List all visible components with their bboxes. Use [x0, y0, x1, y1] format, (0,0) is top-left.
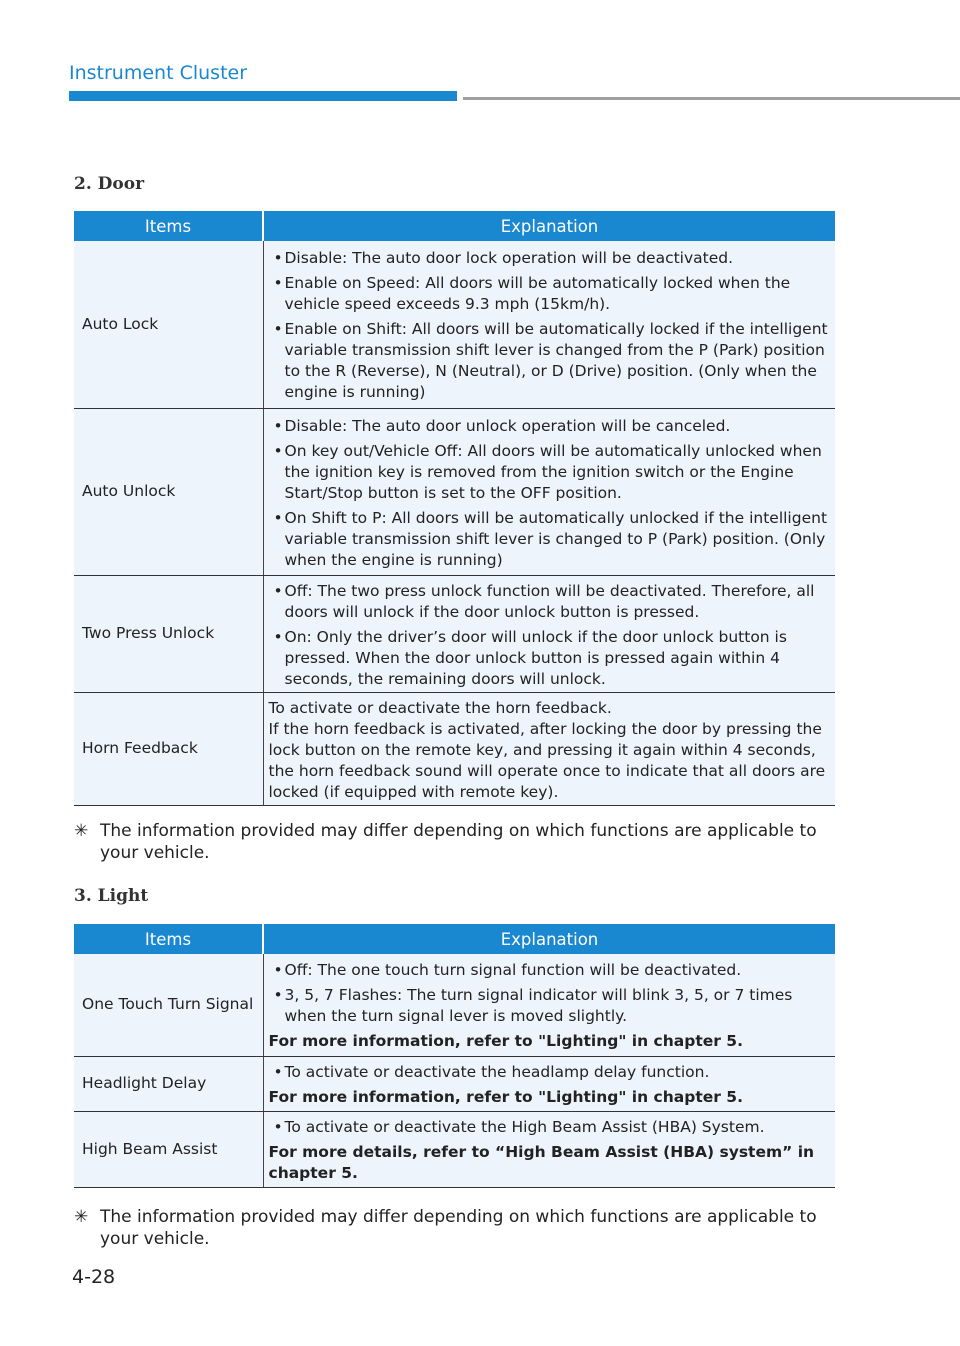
- list-item: • To activate or deactivate the High Beam Assist (HBA) System.: [273, 1118, 765, 1136]
- col-header-explanation: Explanation: [263, 924, 835, 954]
- applicability-note: ✳ The information provided may differ depending on which functions are applicable to your vehicle.: [74, 1207, 817, 1249]
- bullet-icon: •: [273, 508, 283, 527]
- row-explanation: [263, 575, 835, 692]
- list-item: • On Shift to P: All doors will be automatically unlocked if the intelligent variable transmission shift lever is changed to P (Park) position. (Only when the engine is running): [273, 508, 828, 569]
- list-item: • To activate or deactivate the headlamp delay function.: [273, 1063, 710, 1081]
- list-item: • Off: The one touch turn signal function will be deactivated.: [273, 961, 742, 980]
- section-title-light: 3. Light: [74, 886, 149, 906]
- bullet-icon: •: [273, 581, 283, 600]
- bullet-icon: •: [273, 249, 283, 268]
- bullet-icon: •: [273, 1118, 283, 1136]
- bullet-icon: •: [273, 441, 283, 460]
- row-item-label: Horn Feedback: [74, 692, 263, 805]
- row-item-label: Auto Lock: [74, 241, 263, 408]
- list-item: • Off: The two press unlock function will be deactivated. Therefore, all doors will unlock if the door unlock button is pressed.: [273, 581, 815, 621]
- col-header-items: Items: [74, 211, 263, 241]
- row-item-label: High Beam Assist: [74, 1111, 263, 1187]
- bullet-icon: •: [273, 961, 283, 980]
- list-item: • 3, 5, 7 Flashes: The turn signal indicator will blink 3, 5, or 7 times when the turn signal lever is moved slightly.: [273, 986, 793, 1026]
- table-row: [74, 692, 835, 805]
- chapter-title: Instrument Cluster: [69, 62, 248, 84]
- light-table: [74, 924, 835, 1188]
- header-accent-bar: [69, 91, 457, 101]
- row-item-label: Auto Unlock: [74, 408, 263, 575]
- door-table: [74, 211, 835, 806]
- asterisk-icon: ✳: [74, 821, 89, 841]
- page-number: 4-28: [72, 1266, 116, 1288]
- applicability-note: ✳ The information provided may differ depending on which functions are applicable to your vehicle.: [74, 821, 817, 863]
- section-title-door: 2. Door: [74, 174, 145, 194]
- explanation-text: If the horn feedback is activated, after locking the door by pressing the lock button on the remote key, and pressing it again within 4 seconds, the horn feedback sound will operate once to indicate that all doors are locked (if equipped with remote key).: [268, 719, 826, 801]
- explanation-text: To activate or deactivate the horn feedback.: [268, 698, 612, 717]
- bullet-icon: •: [273, 320, 283, 339]
- chapter-reference: For more information, refer to "Lighting" in chapter 5.: [268, 1032, 743, 1051]
- row-explanation: [263, 408, 835, 575]
- row-explanation: [263, 692, 835, 805]
- bullet-icon: •: [273, 1063, 283, 1081]
- table-row: [74, 1111, 835, 1187]
- list-item: • On: Only the driver’s door will unlock if the door unlock button is pressed. When the door unlock button is pressed again within 4 seconds, the remaining doors will unlock.: [273, 627, 787, 688]
- list-item: • Enable on Speed: All doors will be automatically locked when the vehicle speed exceeds 9.3 mph (15km/h).: [273, 274, 791, 314]
- bullet-icon: •: [273, 986, 283, 1005]
- table-row: [74, 575, 835, 692]
- list-item: • Disable: The auto door lock operation will be deactivated.: [273, 249, 734, 268]
- list-item: • Disable: The auto door unlock operation will be canceled.: [273, 416, 731, 435]
- col-header-explanation: Explanation: [263, 211, 835, 241]
- row-explanation: [263, 1111, 835, 1187]
- row-explanation: [263, 1056, 835, 1111]
- table-row: [74, 954, 835, 1056]
- page-header: [69, 62, 247, 84]
- bullet-icon: •: [273, 274, 283, 293]
- col-header-items: Items: [74, 924, 263, 954]
- chapter-reference: For more information, refer to "Lighting" in chapter 5.: [268, 1088, 743, 1106]
- list-item: • Enable on Shift: All doors will be automatically locked if the intelligent variable transmission shift lever is changed from the P (Park) position to the R (Reverse), N (Neutral), or D (Drive) position. (Only when the engine is running): [273, 320, 828, 402]
- list-item: • On key out/Vehicle Off: All doors will be automatically unlocked when the ignition key is removed from the ignition switch or the Engine Start/Stop button is set to the OFF position.: [273, 441, 822, 502]
- row-item-label: Two Press Unlock: [74, 575, 263, 692]
- table-row: [74, 241, 835, 408]
- row-item-label: Headlight Delay: [74, 1056, 263, 1111]
- row-explanation: [263, 241, 835, 408]
- row-explanation: [263, 954, 835, 1056]
- header-rule: [463, 97, 960, 100]
- bullet-icon: •: [273, 416, 283, 435]
- table-row: [74, 1056, 835, 1111]
- chapter-reference: For more details, refer to “High Beam Assist (HBA) system” in chapter 5.: [268, 1143, 815, 1182]
- table-row: [74, 408, 835, 575]
- bullet-icon: •: [273, 627, 283, 646]
- asterisk-icon: ✳: [74, 1207, 89, 1227]
- row-item-label: One Touch Turn Signal: [74, 954, 263, 1056]
